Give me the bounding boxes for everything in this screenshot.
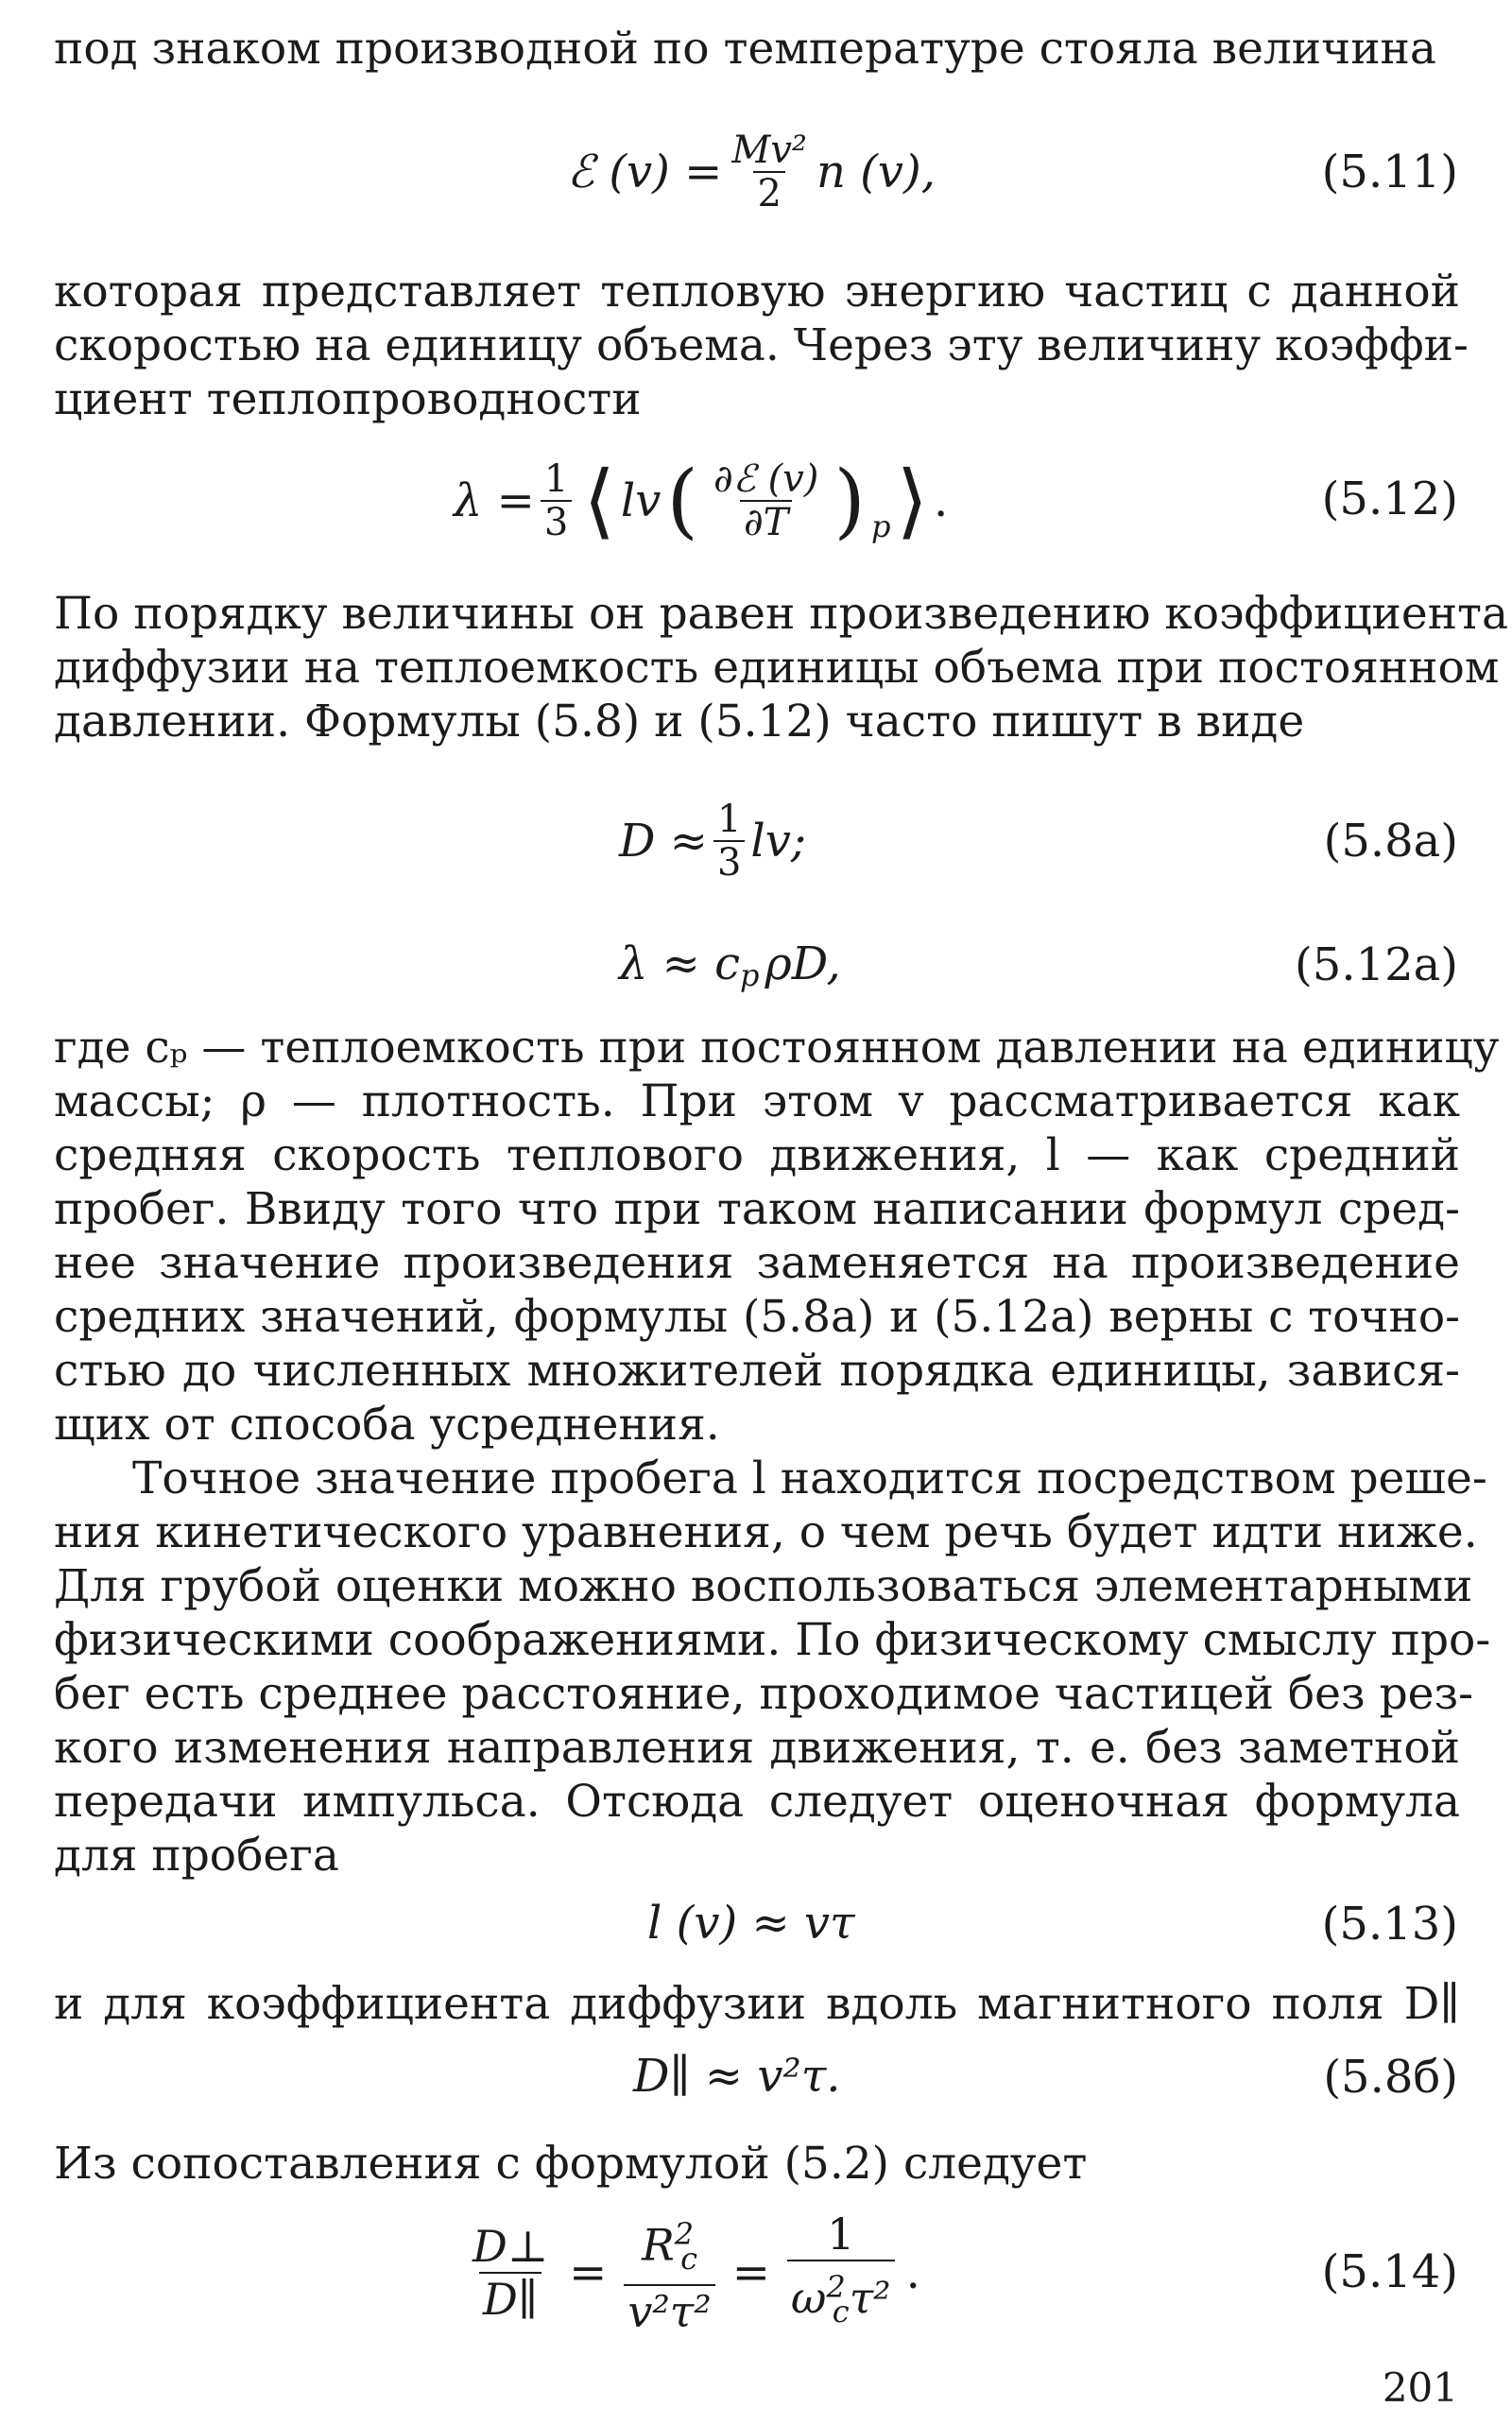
text-line: нее значение произведения заменяется на произведение	[54, 1237, 1460, 1289]
text-line: По порядку величины он равен произведению коэффициента	[54, 588, 1509, 640]
text-line: бег есть среднее расстояние, проходимое частицей без рез-	[54, 1668, 1473, 1720]
text-line: средних значений, формулы (5.8a) и (5.12a) верны с точно-	[54, 1291, 1460, 1343]
text-line: которая представляет тепловую энергию частиц с данной	[54, 266, 1460, 318]
text-line: передачи импульса. Отсюда следует оценочная формула	[54, 1776, 1460, 1828]
eq-denominator: D∥	[479, 2272, 541, 2325]
text-line: диффузии на теплоемкость единицы объема при постоянном	[54, 642, 1500, 694]
eq-fraction	[541, 458, 572, 543]
eq-fraction	[728, 129, 811, 215]
text-line: Для грубой оценки можно воспользоваться элементарными	[54, 1560, 1473, 1612]
equation-5-8b	[0, 2043, 1512, 2109]
text-line: Из сопоставления с формулой (5.2) следует	[54, 2138, 1088, 2190]
eq-numerator: 1	[716, 798, 742, 841]
left-paren: (	[666, 454, 698, 548]
eq-derivative-numerator: ∂ℰ (v)	[713, 457, 819, 501]
equation-number: (5.14)	[1321, 2245, 1458, 2298]
eq-derivative	[710, 458, 822, 543]
equation-number: (5.13)	[1321, 1898, 1458, 1951]
text-line: кого изменения направления движения, т. е. без заметной	[54, 1722, 1460, 1774]
eq-fraction	[713, 799, 745, 884]
equals-sign: =	[569, 2246, 608, 2299]
equation-number: (5.8a)	[1323, 815, 1458, 868]
eq-numerator: 1	[543, 457, 569, 501]
text-line: под знаком производной по температуре стояла величина	[54, 23, 1436, 75]
text-line: физическими соображениями. По физическому смыслу про-	[54, 1614, 1491, 1666]
eq-numerator: 1	[827, 2208, 855, 2260]
text-line: ния кинетического уравнения, о чем речь будет идти ниже.	[54, 1506, 1478, 1558]
eq-numerator: $R^2_c$	[642, 2215, 697, 2278]
text-line: стью до численных множителей порядка единицы, завися-	[54, 1345, 1460, 1397]
equation-number: (5.11)	[1321, 146, 1458, 198]
text-line: скоростью на единицу объема. Через эту величину коэффи-	[54, 319, 1469, 371]
left-angle-bracket: ⟨	[583, 454, 615, 548]
equation-5-11	[0, 125, 1512, 219]
eq-denominator: $\omega^2_c\tau^2$	[787, 2260, 895, 2338]
equation-number: (5.8б)	[1323, 2051, 1458, 2104]
text-line: где cₚ — теплоемкость при постоянном давлении на единицу	[54, 1022, 1500, 1074]
text-line: и для коэффициента диффузии вдоль магнитного поля D∥	[54, 1978, 1460, 2030]
eq-inner: lv	[620, 474, 662, 527]
eq-denominator: 3	[713, 840, 745, 884]
right-angle-bracket: ⟩	[896, 454, 928, 548]
text-line: пробег. Ввиду того что при таком написании формул сред-	[54, 1183, 1460, 1235]
text-line: циент теплопроводности	[54, 373, 642, 425]
eq-fraction-diffusion-ratio	[469, 2221, 552, 2325]
equation-5-13	[0, 1890, 1512, 1956]
equation-5-14	[0, 2208, 1512, 2338]
eq-rhs: ρD,	[765, 937, 841, 990]
equation-5-12	[0, 444, 1512, 558]
eq-rhs: lv;	[750, 815, 807, 868]
eq-lhs: λ ≈ c	[619, 937, 741, 990]
text-line: щих от способа усреднения.	[54, 1399, 720, 1451]
eq-fraction-larmor	[624, 2209, 714, 2338]
text-line: массы; ρ — плотность. При этом v рассматривается как	[54, 1075, 1460, 1127]
eq-expression: l (v) ≈ vτ	[647, 1897, 855, 1950]
equation-5-12a	[0, 931, 1512, 997]
eq-lhs: D ≈	[619, 815, 708, 868]
eq-denominator: 3	[541, 500, 572, 543]
text-line: для пробега	[54, 1830, 339, 1882]
eq-fraction-cyclotron	[787, 2209, 895, 2338]
equation-number: (5.12)	[1321, 473, 1458, 525]
eq-derivative-denominator: ∂T	[740, 500, 792, 543]
text-line: давлении. Формулы (5.8) и (5.12) часто пишут в виде	[54, 696, 1305, 748]
text-line: средняя скорость теплового движения, l — как средний	[54, 1129, 1460, 1181]
eq-denominator: 2	[753, 171, 784, 215]
eq-numerator: Mv²	[731, 129, 807, 172]
eq-numerator: D⊥	[472, 2221, 549, 2272]
eq-subscript: p	[870, 508, 891, 544]
text-line: Точное значение пробега l находится посредством реше-	[132, 1453, 1487, 1504]
eq-rhs: n (v),	[816, 146, 936, 198]
eq-tail: .	[934, 474, 949, 527]
equals-sign: =	[731, 2246, 770, 2299]
eq-expression: D∥ ≈ v²τ.	[633, 2050, 841, 2103]
eq-tail: .	[905, 2246, 920, 2299]
page-number: 201	[1382, 2364, 1458, 2411]
eq-subscript: p	[740, 957, 760, 993]
right-paren: )	[833, 454, 866, 548]
equation-number: (5.12a)	[1295, 938, 1458, 991]
eq-denominator: v²τ²	[624, 2284, 714, 2337]
eq-lhs: λ =	[454, 474, 535, 527]
eq-lhs: ℰ (v) =	[567, 146, 723, 198]
equation-5-8a	[0, 794, 1512, 888]
